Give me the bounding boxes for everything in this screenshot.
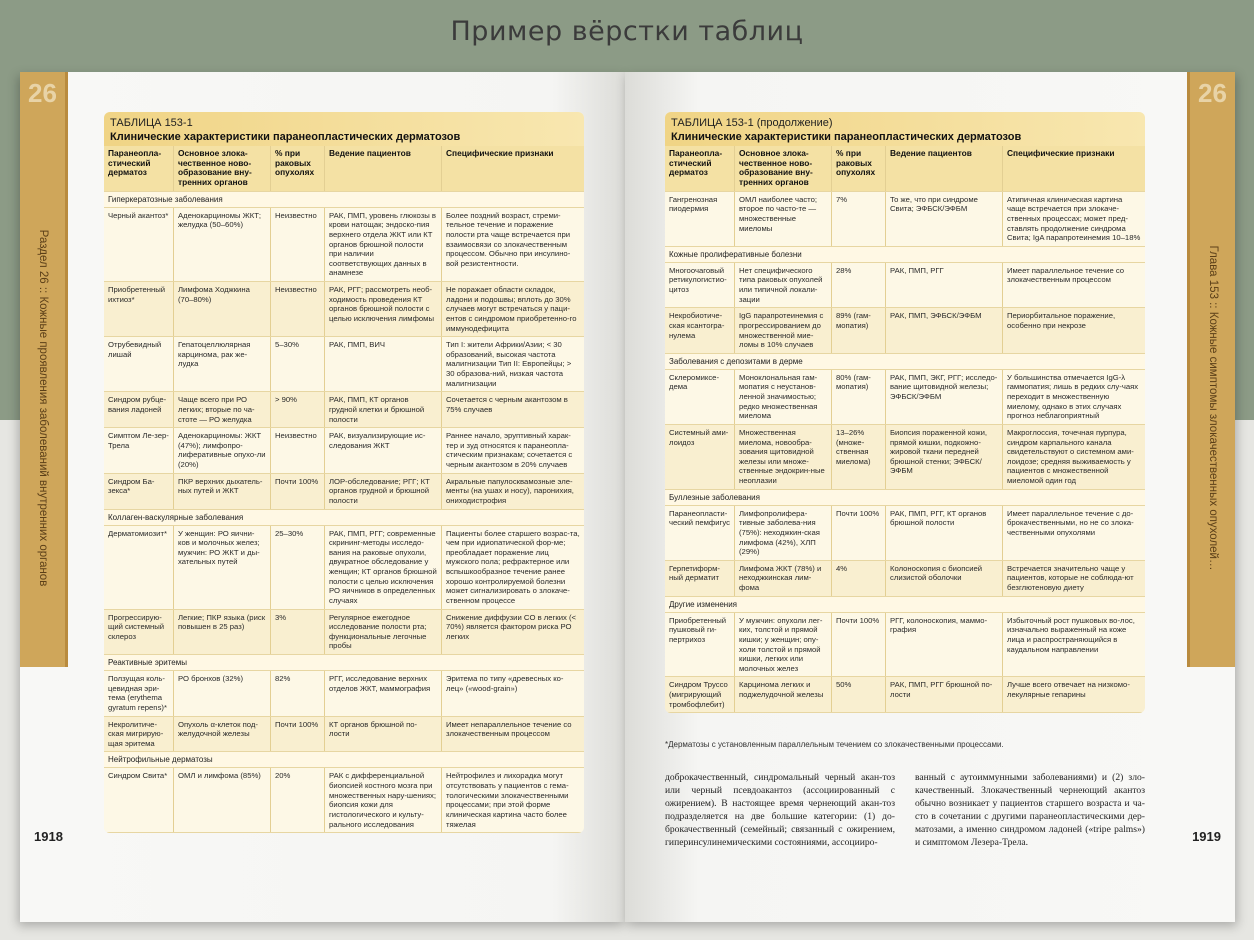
table-group-row: Гиперкератозные заболевания xyxy=(104,192,584,208)
table-id: ТАБЛИЦА 153-1 (продолжение) xyxy=(671,117,833,129)
table-cell: Склеромиксе-дема xyxy=(665,370,735,424)
table-cell: 5–30% xyxy=(271,337,325,391)
table-row xyxy=(104,337,584,392)
table-cell: 80% (гам-мопатия) xyxy=(832,370,886,424)
table-cell: Пациенты более старшего возрас-та, чем при идиопатической фор-ме; преобладает поражение лиц мужского пола; рефрактерное или вспышкообразное течение ранее хорошо контролируемой болезни может сигнализировать о злокаче-ственном процессе xyxy=(446,528,580,605)
table-cell: 13–26% (множе-ственная миелома) xyxy=(832,425,886,489)
right-page xyxy=(625,72,1235,922)
table-left xyxy=(104,112,584,833)
table-cell: Лимфома Ходжкина (70–80%) xyxy=(174,282,271,336)
table-header xyxy=(104,146,584,192)
table-caption xyxy=(104,112,584,146)
hero-title: Пример вёрстки таблиц xyxy=(450,16,804,47)
table-cell: Неизвестно xyxy=(271,208,325,281)
table-group-row: Другие изменения xyxy=(665,597,1145,613)
table-cell: 28% xyxy=(832,263,886,308)
table-cell: Многоочаговый ретикулогистио-цитоз xyxy=(665,263,735,308)
table-cell: > 90% xyxy=(271,392,325,427)
table-cell: У мужчин: опухоли лег-ких, толстой и прямой кишки; у женщин; опу-холи толстой и прямой кишки, легких или молочных желез xyxy=(735,613,832,677)
table-group-row: Реактивные эритемы xyxy=(104,655,584,671)
table-row xyxy=(104,282,584,337)
section-tab xyxy=(20,72,68,667)
column-header: Паранеопла-стический дерматоз xyxy=(104,146,174,191)
table-cell: РАК, ПМП, РГГ, КТ органов брюшной полости xyxy=(886,506,1003,560)
table-cell: 25–30% xyxy=(271,526,325,609)
left-page xyxy=(20,72,625,922)
table-cell: Ползущая коль-цевидная эри-тема (erythema gyratum repens)* xyxy=(104,671,174,716)
table-cell: ОМЛ наиболее часто; второе по часто-те — множественные миеломы xyxy=(735,192,832,246)
table-cell: 7% xyxy=(832,192,886,246)
table-row xyxy=(104,428,584,474)
table-cell: Избыточный рост пушковых во-лос, изначально выраженный на коже лица и распространяющийся в каудальном направлении xyxy=(1007,615,1135,654)
table-cell: РАК, ПМП, ЭФБСК/ЭФБМ xyxy=(886,308,1003,353)
table-row xyxy=(665,561,1145,597)
table-cell: РАК, ПМП, РГГ xyxy=(886,263,1003,308)
table-cell: РАК, визуализирующие ис-следования ЖКТ xyxy=(325,428,442,473)
table-cell: РГГ, колоноскопия, маммо-графия xyxy=(886,613,1003,677)
table-row xyxy=(665,613,1145,678)
table-cell: Почти 100% xyxy=(271,474,325,509)
column-header: % при раковых опухолях xyxy=(832,146,886,191)
table-cell: Тип I: жители Африки/Азии; < 30 образований, высокая частота малигнизации Тип II: Европейцы; > 30 образова-ний, низкая частота малигнизации xyxy=(446,340,572,388)
table-cell: РГГ, исследование верхних отделов ЖКТ, маммография xyxy=(325,671,442,716)
table-cell: Имеет параллельное течение со злокачественным процессом xyxy=(1007,265,1125,285)
table-cell: Макроглоссия, точечная пурпура, синдром карпального канала свидетельствуют о системном ами-лоидозе; средняя выживаемость у пациентов с множественной миеломой один год xyxy=(1007,427,1134,485)
table-row xyxy=(104,474,584,510)
chapter-tab xyxy=(1187,72,1235,667)
column-header: Основное злока-чественное ново-образование вну-тренних органов xyxy=(735,146,832,191)
table-row xyxy=(104,717,584,753)
table-cell: Раннее начало, эруптивный харак-тер и зуд относятся к паранеопла-стическим признакам; сочетается с черным акантозом в 20% случаев xyxy=(446,431,573,469)
table-cell: Множественная миелома, новообра-зования щитовидной железы или множе-ственные эндокрин-ные неоплазии xyxy=(735,425,832,489)
table-cell: РАК, ПМП, КТ органов грудной клетки и брюшной полости xyxy=(325,392,442,427)
table-row xyxy=(665,425,1145,490)
table-cell: ПКР верхних дыхатель-ных путей и ЖКТ xyxy=(174,474,271,509)
table-cell: 4% xyxy=(832,561,886,596)
table-cell: Не поражает области складок, ладони и подошвы; вплоть до 30% случаев могут встречаться у паци-ентов с синдромом приобретенно-го иммунодефицита xyxy=(446,285,577,333)
table-cell: 82% xyxy=(271,671,325,716)
table-cell: 89% (гам-мопатия) xyxy=(832,308,886,353)
table-cell: Дерматомиозит* xyxy=(104,526,174,609)
column-header: Ведение пациентов xyxy=(325,146,442,191)
table-cell: Имеет параллельное течение с до-брокачественными, но не со злока-чественными опухолями xyxy=(1007,508,1134,537)
table-cell: Некролитиче-ская мигрирую-щая эритема xyxy=(104,717,174,752)
table-cell: РАК, ПМП, ВИЧ xyxy=(325,337,442,391)
table-cell: Синдром Ба-зекса* xyxy=(104,474,174,509)
table-row xyxy=(104,671,584,717)
table-cell: КТ органов брюшной по-лости xyxy=(325,717,442,752)
table-cell: У большинства отмечается IgG-λ гаммопатия; лишь в редких слу-чаях переходит в множественную миелому, однако в этих случаях прогноз неблагоприятный xyxy=(1007,372,1139,421)
page-number: 1919 xyxy=(1192,829,1221,844)
table-cell: Гангренозная пиодермия xyxy=(665,192,735,246)
table-cell: Биопсия пораженной кожи, прямой кишки, подкожно-жировой ткани передней брюшной стенки; ЭФБСК/ЭФБМ xyxy=(886,425,1003,489)
section-number: 26 xyxy=(28,78,57,108)
table-row xyxy=(104,768,584,833)
column-header: Паранеопла-стический дерматоз xyxy=(665,146,735,191)
table-group-row: Нейтрофильные дерматозы xyxy=(104,752,584,768)
table-cell: Эритема по типу «древесных ко-лец» («wood-grain») xyxy=(446,674,564,693)
table-cell: Почти 100% xyxy=(832,613,886,677)
table-cell: Более поздний возраст, стреми-тельное течение и поражение полости рта чаще встречается при взаимосвязи со злокачественным процессом. Обычно при инсулино-вой резистентности. xyxy=(446,210,571,268)
table-cell: Прогрессирую-щий системный склероз xyxy=(104,610,174,655)
table-cell: ЛОР-обследование; РГГ; КТ органов грудной и брюшной полости xyxy=(325,474,442,509)
table-cell: Отрубевидный лишай xyxy=(104,337,174,391)
column-header: Ведение пациентов xyxy=(886,146,1003,191)
table-cell: РО бронхов (32%) xyxy=(174,671,271,716)
table-row xyxy=(665,370,1145,425)
column-header: Специфические признаки xyxy=(446,148,554,158)
table-cell: Встречается значительно чаще у пациентов, которые не соблюда-ют безглютеновую диету xyxy=(1007,563,1134,592)
table-cell: Неизвестно xyxy=(271,428,325,473)
table-cell: РАК, ПМП, РГГ брюшной по-лости xyxy=(886,677,1003,712)
table-cell: 50% xyxy=(832,677,886,712)
table-body xyxy=(665,192,1145,714)
table-cell: Нет специфического типа раковых опухолей или типичной локали-зации xyxy=(735,263,832,308)
table-cell: Синдром рубце-вания ладоней xyxy=(104,392,174,427)
table-cell: IgG парапротеинемия с прогрессированием до множественной мие-ломы в 10% случаев xyxy=(735,308,832,353)
table-cell: Почти 100% xyxy=(832,506,886,560)
table-row xyxy=(104,526,584,610)
table-row xyxy=(665,308,1145,354)
table-title: Клинические характеристики паранеопластических дерматозов xyxy=(671,131,1022,143)
table-cell: Симптом Ле-зер-Трела xyxy=(104,428,174,473)
page-number: 1918 xyxy=(34,829,63,844)
table-cell: Приобретенный ихтиоз* xyxy=(104,282,174,336)
table-cell: Опухоль α-клеток под-желудочной железы xyxy=(174,717,271,752)
table-cell: Аденокарциномы ЖКТ; желудка (50–60%) xyxy=(174,208,271,281)
table-row xyxy=(665,192,1145,247)
table-row xyxy=(665,506,1145,561)
table-group-row: Буллезные заболевания xyxy=(665,490,1145,506)
table-cell: РАК, ПМП, уровень глюкозы в крови натощак; эндоско-пия верхнего отдела ЖКТ или КТ органов брюшной полости при наличии соответствующих данных в анамнезе xyxy=(325,208,442,281)
table-caption xyxy=(665,112,1145,146)
table-cell: Синдром Труссо (мигрирующий тромбофлебит) xyxy=(665,677,735,712)
table-cell: Чаще всего при РО легких; вторые по ча-стоте — РО желудка xyxy=(174,392,271,427)
column-header: Основное злока-чественное ново-образование вну-тренних органов xyxy=(174,146,271,191)
table-cell: РАК с дифференциальной биопсией костного мозга при множественных нару-шениях; биопсия кожи для гистологического и культу-рального исследования xyxy=(325,768,442,832)
table-cell: 3% xyxy=(271,610,325,655)
table-cell: Лучше всего отвечает на низкомо-лекулярные гепарины xyxy=(1007,680,1130,699)
table-cell: Атипичная клиническая картина чаще встречается при злокаче-ственных процессах; может пред-ставлять продолжение синдрома Свита; IgA парапротеинемия 10–18% xyxy=(1007,194,1141,243)
column-header: Специфические признаки xyxy=(1007,148,1115,158)
table-cell: Неизвестно xyxy=(271,282,325,336)
table-cell: РАК, ПМП, ЭКГ, РГГ; исследо-вание щитовидной железы; ЭФБСК/ЭФБМ xyxy=(886,370,1003,424)
table-id: ТАБЛИЦА 153-1 xyxy=(110,117,193,129)
table-row xyxy=(104,392,584,428)
table-header xyxy=(665,146,1145,192)
table-cell: ОМЛ и лимфома (85%) xyxy=(174,768,271,832)
table-cell: Гепатоцеллюлярная карцинома, рак же-лудка xyxy=(174,337,271,391)
table-footnote: *Дерматозы с установленным параллельным течением со злокачественными процессами. xyxy=(665,740,1004,749)
table-cell: Системный ами-лоидоз xyxy=(665,425,735,489)
table-cell: Черный акантоз* xyxy=(104,208,174,281)
table-cell: Колоноскопия с биопсией слизистой оболочки xyxy=(886,561,1003,596)
body-text-column-1: доброкачественный, синдромальный черный акан-тоз или черный псевдоакантоз (ассоциированный с ожирением). В настоящее время чернеющий акан-тоз подразделяется на две большие категории: (1) до-брокачественный (семейный; связанный с ожирением, гиперинсулинемическими состояниями, ассоцииро- xyxy=(665,772,895,848)
table-cell: Снижение диффузии CO в легких (< 70%) является фактором риска РО легких xyxy=(446,612,577,641)
table-cell: Сочетается с черным акантозом в 75% случаев xyxy=(446,395,568,414)
table-group-row: Коллаген-васкулярные заболевания xyxy=(104,510,584,526)
table-title: Клинические характеристики паранеопластических дерматозов xyxy=(110,131,461,143)
table-cell: РАК, ПМП, РГГ; современные скрининг-методы исследо-вания на раковые опухоли, двукратное обследование у женщин; КТ органов брюшной полости с целью исключения РО яичников в определенных случаях xyxy=(325,526,442,609)
table-cell: Паранеопласти-ческий пемфигус xyxy=(665,506,735,560)
table-cell: Почти 100% xyxy=(271,717,325,752)
table-group-row: Кожные пролиферативные болезни xyxy=(665,247,1145,263)
table-row xyxy=(665,263,1145,309)
section-title: Раздел 26 :: Кожные проявления заболеваний внутренних органов xyxy=(36,229,49,587)
table-cell: У женщин: РО яични-ков и молочных желез; мужчин: РО ЖКТ и ды-хательных путей xyxy=(174,526,271,609)
table-cell: Нейтрофилез и лихорадка могут отсутствовать у пациентов с гема-тологическими злокачественными процессами; при этой форме клиническая картина часто более тяжелая xyxy=(446,771,569,829)
table-cell: Периорбитальное поражение, особенно при некрозе xyxy=(1007,311,1116,330)
table-cell: Акральные папулосквамозные эле-менты (на ушах и носу), паронихия, ониходистрофия xyxy=(446,476,574,505)
table-cell: Лимфопролифера-тивные заболева-ния (75%): неходжкин-ская лимфома (42%), ХЛП (29%) xyxy=(735,506,832,560)
column-header: % при раковых опухолях xyxy=(271,146,325,191)
table-cell: Синдром Свита* xyxy=(104,768,174,832)
table-cell: 20% xyxy=(271,768,325,832)
table-cell: РАК, РГГ; рассмотреть необ-ходимость проведения КТ органов брюшной полости с целью исключения лимфомы xyxy=(325,282,442,336)
table-cell: Лимфома ЖКТ (78%) и неходжкинская лим-фома xyxy=(735,561,832,596)
table-cell: Карцинома легких и поджелудочной железы xyxy=(735,677,832,712)
table-group-row: Заболевания с депозитами в дерме xyxy=(665,354,1145,370)
table-cell: Легкие; ПКР языка (риск повышен в 25 раз) xyxy=(174,610,271,655)
table-cell: Приобретенный пушковый ги-пертрихоз xyxy=(665,613,735,677)
chapter-number: 26 xyxy=(1198,78,1227,108)
chapter-title: Глава 153 :: Кожные симптомы злокачественных опухолей… xyxy=(1206,245,1219,571)
table-row xyxy=(104,610,584,656)
table-cell: То же, что при синдроме Свита; ЭФБСК/ЭФБМ xyxy=(886,192,1003,246)
table-cell: Герпетиформ-ный дерматит xyxy=(665,561,735,596)
table-right xyxy=(665,112,1145,713)
body-text-column-2: ванный с аутоиммунными заболеваниями) и (2) зло-качественный. Злокачественный чернеющий акантоз обычно возникает у пациентов старшего возраста и ча-сто в сочетании с другими паранеопластическими дер-матозами, а именно синдромом ладоней («tripe palms») и симптомом Лезера-Трела. xyxy=(915,772,1145,848)
table-cell: Имеет непараллельное течение со злокачественным процессом xyxy=(446,719,572,739)
table-cell: Регулярное ежегодное исследование полости рта; функциональные легочные пробы xyxy=(325,610,442,655)
table-body xyxy=(104,192,584,834)
table-row xyxy=(104,208,584,282)
table-cell: Аденокарциномы: ЖКТ (47%); лимфопро-лиферативные опухо-ли (20%) xyxy=(174,428,271,473)
table-row xyxy=(665,677,1145,713)
table-cell: Некробиотиче-ская ксантогра-нулема xyxy=(665,308,735,353)
table-cell: Моноклональная гам-мопатия с неустанов-ленной значимостью; редко множественная миелома xyxy=(735,370,832,424)
